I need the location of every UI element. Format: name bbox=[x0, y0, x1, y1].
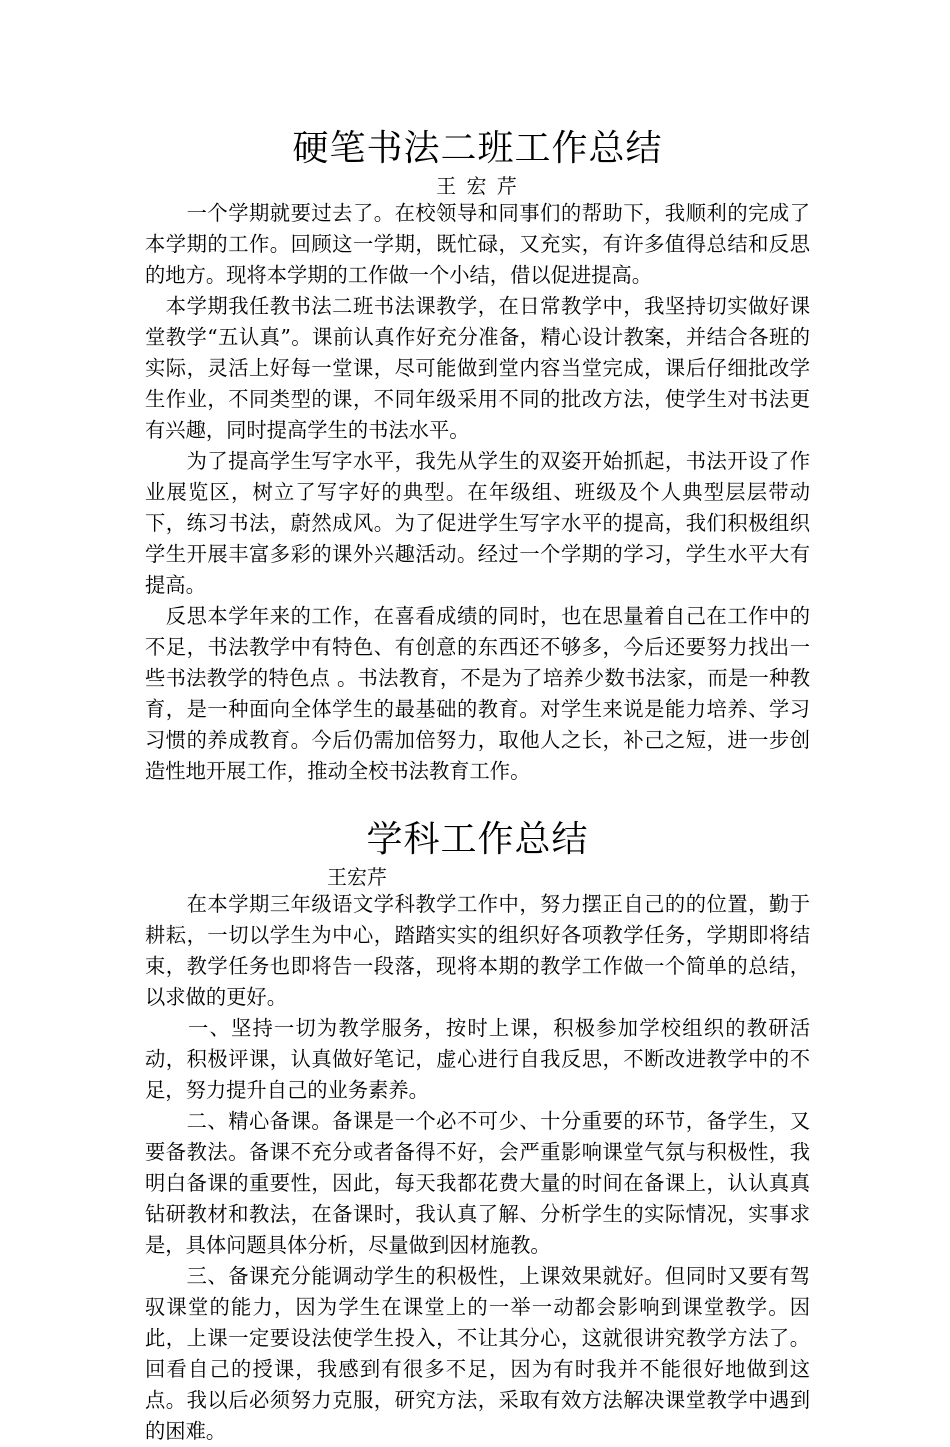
paragraph: 在本学期三年级语文学科教学工作中，努力摆正自己的的位置，勤于耕耘，一切以学生为中心，踏踏实实的组织好各项教学任务，学期即将结束，教学任务也即将告一段落，现将本期的教学工作做一个简单的总结，以求做的更好。 bbox=[145, 892, 810, 1009]
paragraph: 三、备课充分能调动学生的积极性，上课效果就好。但同时又要有驾驭课堂的能力，因为学生在课堂上的一举一动都会影响到课堂教学。因此，上课一定要设法使学生投入，不让其分心，这就很讲究教学方法了。回看自己的授课，我感到有很多不足，因为有时我并不能很好地做到这点。我以后必须努力克服，研究方法，采取有效方法解决课堂教学中遇到的困难。 bbox=[145, 1264, 810, 1443]
author-name: 王 宏 芹 bbox=[436, 174, 519, 198]
paragraph: 本学期我任教书法二班书法课教学，在日常教学中，我坚持切实做好课堂教学“五认真”。课前认真作好充分准备，精心设计教案，并结合各班的实际，灵活上好每一堂课，尽可能做到堂内容当堂完成，课后仔细批改学生作业，不同类型的课，不同年级采用不同的批改方法，使学生对书法更有兴趣，同时提高学生的书法水平。 bbox=[145, 294, 810, 442]
paragraph: 为了提高学生写字水平，我先从学生的双姿开始抓起，书法开设了作业展览区，树立了写字好的典型。在年级组、班级及个人典型层层带动下，练习书法，蔚然成风。为了促进学生写字水平的提高，我们积极组织学生开展丰富多彩的课外兴趣活动。经过一个学期的学习，学生水平大有提高。 bbox=[145, 449, 810, 597]
paragraph: 一个学期就要过去了。在校领导和同事们的帮助下，我顺利的完成了本学期的工作。回顾这一学期，既忙碌，又充实，有许多值得总结和反思的地方。现将本学期的工作做一个小结，借以促进提高。 bbox=[145, 201, 810, 287]
section-title: 学科工作总结 bbox=[366, 819, 589, 860]
paragraph: 反思本学年来的工作，在喜看成绩的同时，也在思量着自己在工作中的不足，书法教学中有特色、有创意的东西还不够多，今后还要努力找出一些书法教学的特色点 。书法教育，不是为了培养少数书法家，而是一种教育，是一种面向全体学生的最基础的教育。对学生来说是能力培养、学习习惯的养成教育。今后仍需加倍努力，取他人之长，补己之短，进一步创造性地开展工作，推动全校书法教育工作。 bbox=[145, 604, 810, 783]
document-page bbox=[145, 126, 810, 1447]
author-name: 王宏芹 bbox=[327, 865, 387, 889]
section-spacer bbox=[145, 787, 810, 811]
document-title: 硬笔书法二班工作总结 bbox=[292, 128, 663, 169]
second-document bbox=[145, 817, 810, 1447]
paragraph: 二、精心备课。备课是一个必不可少、十分重要的环节，备学生，又要备教法。备课不充分或者备得不好，会严重影响课堂气氛与积极性，我明白备课的重要性，因此，每天我都花费大量的时间在备课上，认认真真钻研教材和教法，在备课时，我认真了解、分析学生的实际情况，实事求是，具体问题具体分析，尽量做到因材施教。 bbox=[145, 1109, 810, 1257]
paragraph: 一、坚持一切为教学服务，按时上课，积极参加学校组织的教研活动，积极评课，认真做好笔记，虚心进行自我反思，不断改进教学中的不足，努力提升自己的业务素养。 bbox=[145, 1016, 810, 1102]
